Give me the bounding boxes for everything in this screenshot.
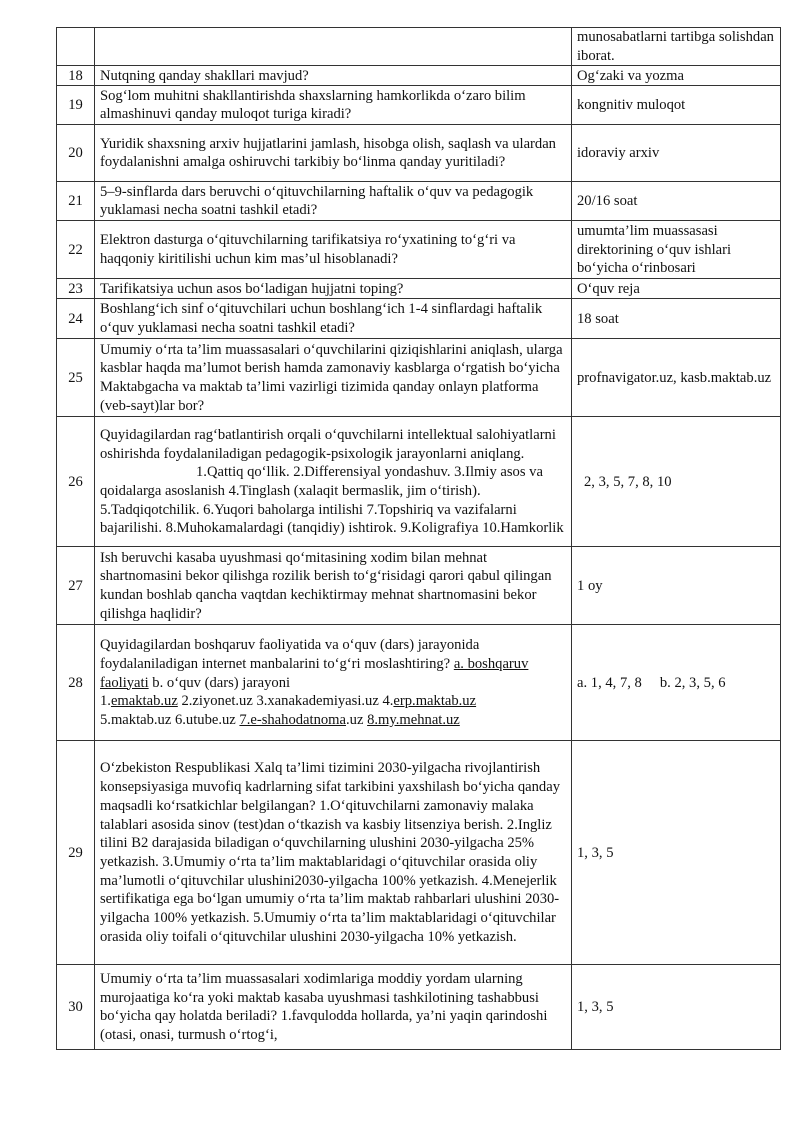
questions-table [56, 27, 781, 1050]
table-row [57, 625, 781, 741]
question-cell [95, 417, 572, 547]
answer-cell: O‘quv reja [572, 279, 781, 299]
source-text: 2.ziyonet.uz 3.xanakademiyasi.uz [181, 693, 379, 710]
question-text: Quyidagilardan boshqaruv faoliyatida va o‘quv (dars) jarayonida foydalaniladigan internet manbalarini to‘g‘ri moslashtiring? [100, 637, 480, 672]
table-row [57, 66, 781, 86]
table-row [57, 965, 781, 1050]
row-number: 26 [57, 417, 95, 547]
question-cell: Umumiy o‘rta ta’lim muassasalari o‘quvchilarini qiziqishlarini aniqlash, ularga kasblar haqda ma’lumot berish hamda zamonaviy kasblarga o‘rgatish bo‘yicha Maktabgacha va maktab ta’limi vazirligi tizimida qanday onlayn platforma (veb-sayt)lar bor? [95, 339, 572, 417]
row-number: 24 [57, 299, 95, 339]
source-text: 5.maktab.uz 6.utube.uz [100, 711, 236, 728]
source-link: 8.my.mehnat.uz [367, 711, 460, 728]
option-a-label: a. boshqaruv faoliyati [100, 655, 529, 691]
source-text: .uz [346, 711, 364, 728]
answer-cell: 18 soat [572, 299, 781, 339]
row-number: 19 [57, 86, 95, 125]
answer-cell: kongnitiv muloqot [572, 86, 781, 125]
question-cell: Ish beruvchi kasaba uyushmasi qo‘mitasining xodim bilan mehnat shartnomasini bekor qilishga rozilik berish to‘g‘risidagi qarori qabul qilingan kundan boshlab qancha vaqtdan kechiktirmay mehnat shartnomasini bekor qilishga haqlidir? [95, 547, 572, 625]
answer-cell: Og‘zaki va yozma [572, 66, 781, 86]
question-cell [95, 28, 572, 66]
question-cell: Elektron dasturga o‘qituvchilarning tarifikatsiya ro‘yxatining to‘g‘ri va haqqoniy kiritilishi uchun kim mas’ul hisoblanadi? [95, 221, 572, 279]
answer-cell: 1, 3, 5 [572, 965, 781, 1050]
question-cell: Yuridik shaxsning arxiv hujjatlarini jamlash, hisobga olish, saqlash va ulardan foydalanishni amalga oshiruvchi tarkibiy bo‘linma qanday yuritiladi? [95, 125, 572, 182]
answer-cell: profnavigator.uz, kasb.maktab.uz [572, 339, 781, 417]
table-row [57, 182, 781, 221]
question-cell: Sog‘lom muhitni shakllantirishda shaxslarning hamkorlikda o‘zaro bilim almashinuvi qanday muloqot turiga kiradi? [95, 86, 572, 125]
row-number: 27 [57, 547, 95, 625]
source-link: 7.e-shahodatnoma [239, 711, 347, 728]
row-number: 29 [57, 741, 95, 965]
answer-a: a. 1, 4, 7, 8 [577, 674, 642, 691]
table-row [57, 299, 781, 339]
table-row [57, 28, 781, 66]
source-link: emaktab.uz [110, 693, 178, 710]
source-link: erp.maktab.uz [393, 693, 477, 710]
answer-cell: 2, 3, 5, 7, 8, 10 [572, 417, 781, 547]
table-row [57, 741, 781, 965]
table-row [57, 125, 781, 182]
question-cell: 5–9-sinflarda dars beruvchi o‘qituvchilarning haftalik o‘quv va pedagogik yuklamasi necha soatni tashkil etadi? [95, 182, 572, 221]
row-number: 20 [57, 125, 95, 182]
row-number: 28 [57, 625, 95, 741]
answer-cell: idoraviy arxiv [572, 125, 781, 182]
question-cell: Boshlang‘ich sinf o‘qituvchilari uchun boshlang‘ich 1-4 sinflardagi haftalik o‘quv yuklamasi necha soatni tashkil etadi? [95, 299, 572, 339]
question-cell: Tarifikatsiya uchun asos bo‘ladigan hujjatni toping? [95, 279, 572, 299]
answer-cell: 20/16 soat [572, 182, 781, 221]
question-cell: O‘zbekiston Respublikasi Xalq ta’limi tizimini 2030-yilgacha rivojlantirish konsepsiyasiga muvofiq kadrlarning sifat tarkibini yaxshilash bo‘yicha qanday maqsadli ko‘rsatkichlar belgilangan? 1.O‘qituvchilarni zamonaviy malaka talablari asosida sinov (test)dan o‘tkazish va kasbiy litsenziya berish. 2.Ingliz tilini B2 darajasida biladigan o‘quvchilarning ulushini 2030-yilgacha 25% yetkazish. 3.Umumiy o‘rta ta’lim maktablaridagi o‘qituvchilar orasida oliy ma’lumotli o‘qituvchilar ulushini2030-yilgacha 100% yetkazish. 4.Menejerlik sertifikatiga ega bo‘lgan umumiy o‘rta ta’lim maktab rahbarlari ulushini 2030-yilgacha 100% yetkazish. 5.Umumiy o‘rta ta’lim maktablaridagi o‘qituvchilar orasida oliy toifali o‘qituvchilar ulushini 2030-yilgacha 10% yetkazish. [95, 741, 572, 965]
table-row [57, 221, 781, 279]
row-number: 22 [57, 221, 95, 279]
answer-cell [572, 625, 781, 741]
options-text: 1.Qattiq qo‘llik. 2.Differensiyal yondashuv. 3.Ilmiy asos va qoidalarga asoslanish 4.Tinglash (xalaqit bermaslik, jim o‘tirish). 5.Tadqiqotchilik. 6.Yuqori baholarga intilishi 7.Topshiriq va vazifalarni bajarilishi. 8.Muhokamalardagi (tanqidiy) ishtirok. 9.Koligrafiya 10.Hamkorlik [100, 464, 564, 537]
question-text: Quyidagilardan rag‘batlantirish orqali o‘quvchilarni intellektual salohiyatlarni oshirishda foydalaniladigan pedagogik-psixologik jarayonlarni aniqlang. [100, 426, 556, 462]
row-number: 25 [57, 339, 95, 417]
answer-cell: munosabatlarni tartibga solishdan iborat. [572, 28, 781, 66]
row-number: 18 [57, 66, 95, 86]
table-row [57, 547, 781, 625]
answer-cell: 1 oy [572, 547, 781, 625]
question-cell: Nutqning qanday shakllari mavjud? [95, 66, 572, 86]
row-number [57, 28, 95, 66]
answer-b: b. 2, 3, 5, 6 [659, 674, 726, 691]
option-b-label: b. o‘quv (dars) jarayoni [152, 674, 291, 691]
table-row [57, 339, 781, 417]
answer-cell: umumta’lim muassasasi direktorining o‘quv ishlari bo‘yicha o‘rinbosari [572, 221, 781, 279]
row-number: 23 [57, 279, 95, 299]
row-number: 21 [57, 182, 95, 221]
table-row [57, 279, 781, 299]
table-row [57, 417, 781, 547]
question-cell: Quyidagilardan boshqaruv faoliyatida va o‘quv (dars) jarayonida foydalaniladigan internet manbalarini to‘g‘ri moslashtiring? a. boshqaruv faoliyati b. o‘quv (dars) jarayoni 1.emaktab.uz 2.ziyonet.uz 3.xanakademiyasi.uz 4.erp.maktab.uz 5.maktab.uz 6.utube.uz 7.e-shahodatnoma.uz 8.my.mehnat.uz [95, 625, 572, 741]
question-cell: Umumiy o‘rta ta’lim muassasalari xodimlariga moddiy yordam ularning murojaatiga ko‘ra yoki maktab kasaba uyushmasi tashkilotining tashabbusi bo‘yicha qay holatda beriladi? 1.favqulodda hollarda, ya’ni yaqin qarindoshi (otasi, onasi, turmush o‘rtog‘i, [95, 965, 572, 1050]
answer-cell: 1, 3, 5 [572, 741, 781, 965]
table-row [57, 86, 781, 125]
row-number: 30 [57, 965, 95, 1050]
